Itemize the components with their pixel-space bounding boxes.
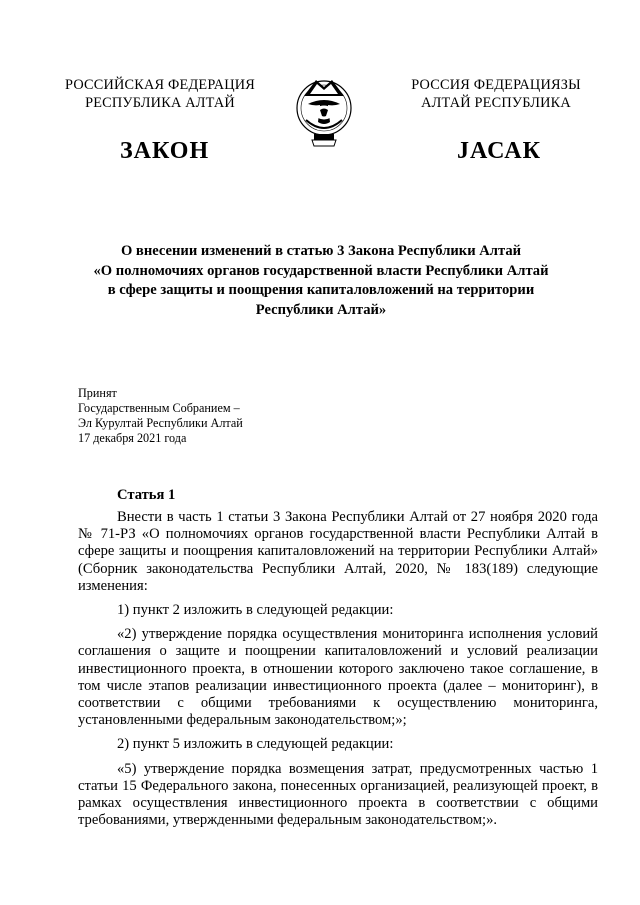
header-left-block — [60, 76, 260, 112]
title-line: Республики Алтай» — [255, 301, 387, 318]
article-paragraph: «5) утверждение порядка возмещения затрат, предусмотренных частью 1 статьи 15 Федерального закона, понесенных организацией, реализующей проект, в рамках осуществления инвестиционного проекта в соответствии с общими требованиями, утвержденными федеральным законодательством;». — [78, 760, 598, 829]
adoption-line: Принят — [78, 386, 117, 400]
article-paragraph: «2) утверждение порядка осуществления мониторинга исполнения условий соглашения о защите и поощрении капиталовложений и условий реализации инвестиционного проекта, в отношении которого заключено такое соглашение, в том числе этапов реализации инвестиционного проекта (далее – мониторинг), в соответствии с общими требованиями к осуществлению мониторинга, установленными федеральным законодательством;»; — [78, 626, 598, 729]
adoption-line: Государственным Собранием – — [78, 401, 240, 415]
title-line: в сфере защиты и поощрения капиталовложений на территории — [107, 282, 535, 298]
article-paragraph: Внести в часть 1 статьи 3 Закона Республики Алтай от 27 ноября 2020 года № 71-РЗ «О полномочиях органов государственной власти Республики Алтай в сфере защиты и поощрения капиталовложений на территории Республики Алтай» (Сборник законодательства Республики Алтай, 2020, № 183(189) следующие изменения: — [78, 509, 598, 594]
title-line: О внесении изменений в статью 3 Закона Республики Алтай — [120, 243, 522, 259]
law-title-russian: ЗАКОН — [120, 138, 210, 164]
law-subject-title — [90, 242, 552, 320]
header-left-republic: РЕСПУБЛИКА АЛТАЙ — [85, 95, 235, 111]
adoption-line: Эл Курултай Республики Алтай — [78, 416, 243, 430]
altai-republic-emblem-icon — [294, 70, 354, 154]
article-heading: Статья 1 — [117, 487, 176, 503]
header-right-country: РОССИЯ ФЕДЕРАЦИЯЗЫ — [411, 77, 581, 93]
header-right-block — [396, 76, 596, 112]
header-right-republic: АЛТАЙ РЕСПУБЛИКА — [421, 95, 571, 111]
title-line: «О полномочиях органов государственной власти Республики Алтай — [93, 262, 549, 279]
adoption-date: 17 декабря 2021 года — [78, 431, 187, 445]
adoption-block — [78, 386, 243, 446]
header-left-country: РОССИЙСКАЯ ФЕДЕРАЦИЯ — [65, 77, 255, 93]
article-body — [78, 509, 598, 829]
article-paragraph: 2) пункт 5 изложить в следующей редакции: — [117, 736, 394, 753]
article-paragraph: 1) пункт 2 изложить в следующей редакции: — [117, 602, 394, 619]
law-title-altai: JАСАК — [457, 138, 542, 164]
